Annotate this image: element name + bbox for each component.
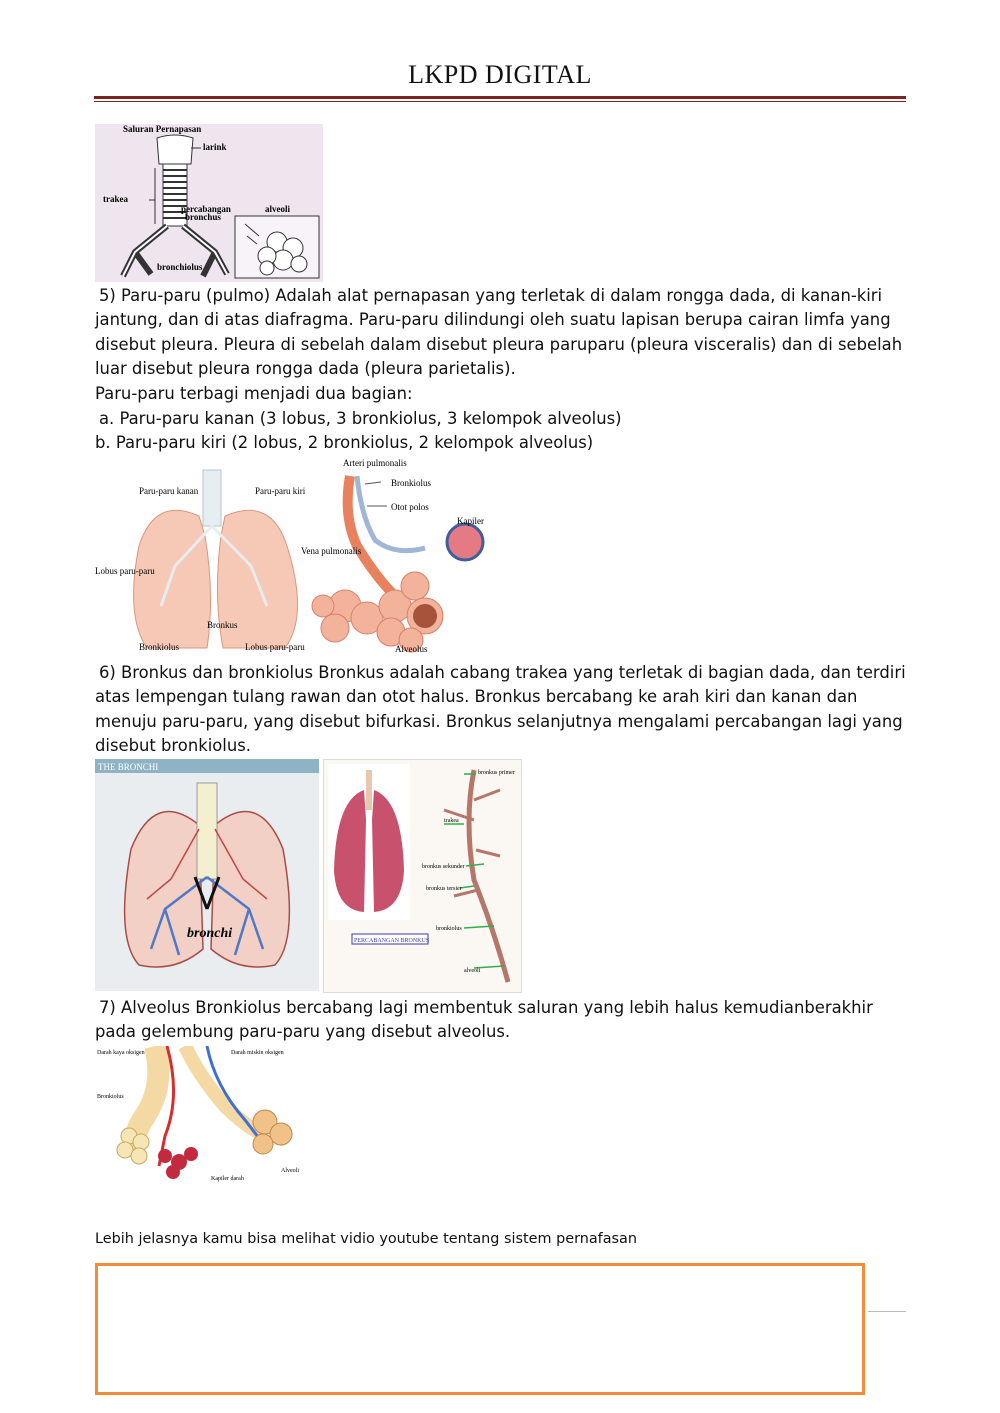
respiratory-tract-diagram	[95, 124, 323, 282]
bronchi-illustration	[95, 759, 319, 991]
alveoli-diagram	[95, 1046, 310, 1191]
label-kapiler: Kapiler darah	[211, 1176, 244, 1182]
section-5-paragraph: 5) Paru-paru (pulmo) Adalah alat pernapasan yang terletak di dalam rongga dada, di kanan-kiri jantung, dan di atas diafragma. Paru-paru dilindungi oleh suatu lapisan berupa cairan limfa yang disebut pleura. Pleura di sebelah dalam disebut pleura paruparu (pleura visceralis) dan di sebelah luar disebut pleura rongga dada (pleura parietalis).	[95, 286, 903, 379]
label-vena: Vena pulmonalis	[301, 546, 362, 556]
label-bronkus: Bronkus	[207, 620, 238, 630]
label-bronkiolus: Bronkiolus	[139, 642, 180, 652]
label-kaya: Darah kaya oksigen	[97, 1050, 145, 1056]
label-percabangan: percabangan	[181, 204, 231, 214]
section-5-item-b: b. Paru-paru kiri (2 lobus, 2 bronkiolus, 2 kelompok alveolus)	[95, 433, 594, 452]
section-5-intro: Paru-paru terbagi menjadi dua bagian:	[95, 384, 413, 403]
label-trakea: trakea	[103, 194, 128, 204]
banner-the-bronchi: THE BRONCHI	[98, 762, 159, 772]
label-paru-kiri: Paru-paru kiri	[255, 486, 306, 496]
bronchus-branching-illustration	[323, 759, 522, 993]
section-5-item-a: a. Paru-paru kanan (3 lobus, 3 bronkiolus, 3 kelompok alveolus)	[99, 409, 622, 428]
label-bronchus: bronchus	[185, 212, 221, 222]
label-larink: larink	[203, 142, 227, 152]
caption-percabangan: PERCABANGAN BRONKUS	[354, 938, 430, 944]
label-trakea: trakea	[444, 818, 459, 824]
label-alveoli: Alveoli	[281, 1168, 299, 1174]
section-7-paragraph: 7) Alveolus Bronkiolus bercabang lagi membentuk saluran yang lebih halus kemudianberakhir pada gelembung paru-paru yang disebut alveolus.	[95, 998, 873, 1042]
label-heading: Saluran Pernapasan	[123, 124, 202, 134]
label-bronchi: bronchi	[187, 926, 233, 941]
label-bronkiolus: Bronkiolus	[97, 1094, 124, 1100]
lungs-diagram	[95, 456, 495, 656]
label-paru-kanan: Paru-paru kanan	[139, 486, 199, 496]
label-sekunder: bronkus sekunder	[422, 864, 465, 870]
section-6-paragraph: 6) Bronkus dan bronkiolus Bronkus adalah cabang trakea yang terletak di bagian dada, dan terdiri atas lempengan tulang rawan dan otot halus. Bronkus bercabang ke arah kiri dan kanan dan menuju paru-paru, yang disebut bifurkasi. Bronkus selanjutnya mengalami percabangan lagi yang disebut bronkiolus.	[95, 663, 906, 756]
label-alveolus: Alveolus	[395, 644, 428, 654]
label-primer: bronkus primer	[478, 770, 515, 776]
margin-line	[868, 1311, 906, 1312]
label-otot: Otot polos	[391, 502, 429, 512]
label-bronkiolus-2: Bronkiolus	[391, 478, 432, 488]
label-alveoli: alveoli	[464, 968, 481, 974]
label-bronchiolus: bronchiolus	[157, 262, 203, 272]
label-alveoli: alveoli	[265, 204, 290, 214]
label-arteri: Arteri pulmonalis	[343, 458, 407, 468]
label-lobus: Lobus paru-paru	[95, 566, 155, 576]
label-bronkiolus: bronkiolus	[436, 926, 462, 932]
footer-note: Lebih jelasnya kamu bisa melihat vidio youtube tentang sistem pernafasan	[95, 1231, 637, 1247]
video-embed-box[interactable]	[95, 1263, 865, 1395]
header-rule	[94, 96, 906, 99]
header-rule-thin	[94, 101, 906, 102]
label-tersier: bronkus tersier	[426, 886, 462, 892]
page-title: LKPD DIGITAL	[408, 60, 592, 89]
label-kapiler: Kapiler	[457, 516, 484, 526]
label-miskin: Darah miskin oksigen	[231, 1050, 284, 1056]
label-lobus-paru: Lobus paru-paru	[245, 642, 305, 652]
